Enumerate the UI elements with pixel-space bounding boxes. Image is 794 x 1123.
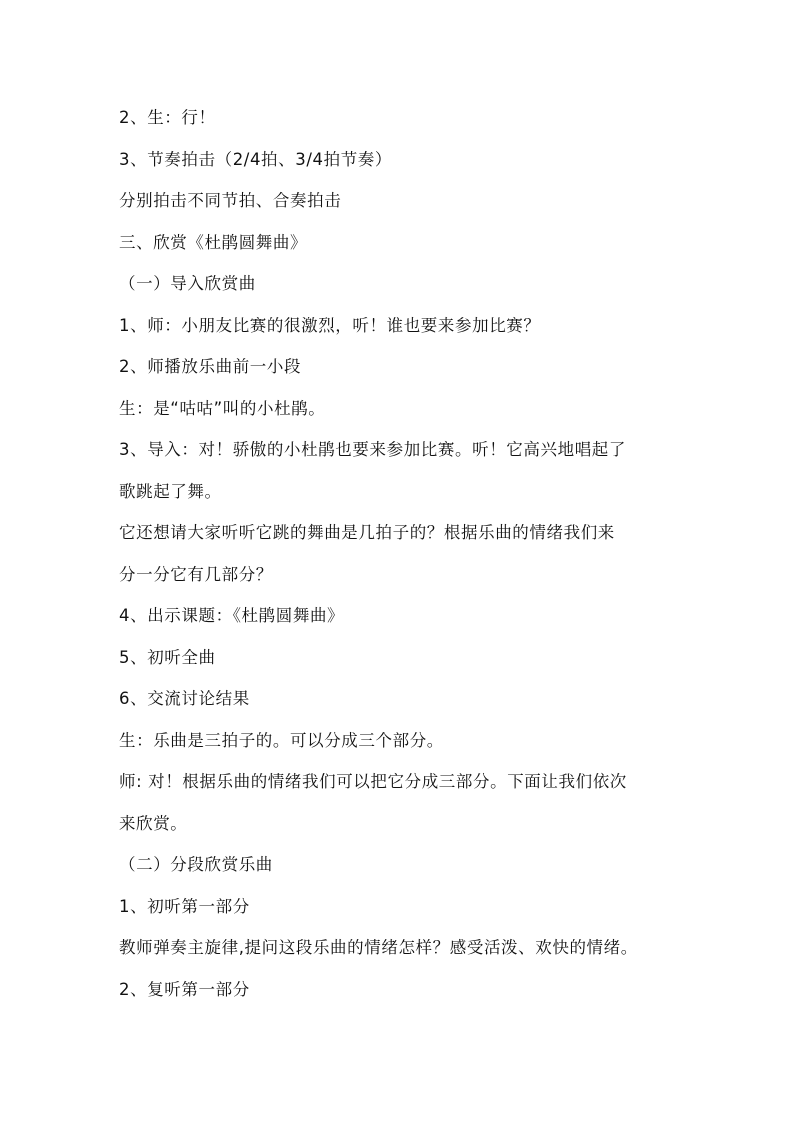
text-line: 2、生：行！ bbox=[119, 108, 216, 127]
text-line: 1、师：小朋友比赛的很激烈，听！谁也要来参加比赛？ bbox=[119, 315, 541, 335]
text-line: 2、复听第一部分 bbox=[119, 979, 250, 999]
text-line: 生：是“咕咕”叫的小杜鹃。 bbox=[119, 398, 326, 418]
text-line: 它还想请大家听听它跳的舞曲是几拍子的？根据乐曲的情绪我们来 bbox=[119, 523, 615, 542]
text-line: 3、节奏拍击（2/4拍、3/4拍节奏） bbox=[119, 149, 393, 169]
text-line: 1、初听第一部分 bbox=[119, 896, 250, 916]
document-body bbox=[119, 100, 689, 1013]
subsection-heading: （二）分段欣赏乐曲 bbox=[119, 855, 273, 874]
text-line: 师: 对！根据乐曲的情绪我们可以把它分成三部分。下面让我们依次 bbox=[119, 772, 627, 791]
text-line: 3、导入：对！骄傲的小杜鹃也要来参加比赛。听！它高兴地唱起了 bbox=[119, 440, 626, 459]
section-heading: 三、欣赏《杜鹃圆舞曲》 bbox=[119, 232, 308, 252]
text-line: 5、初听全曲 bbox=[119, 647, 216, 667]
text-line: 4、出示课题：《杜鹃圆舞曲》 bbox=[119, 606, 345, 625]
text-line: 生：乐曲是三拍子的。可以分成三个部分。 bbox=[119, 730, 444, 750]
text-line: 分别拍击不同节拍、合奏拍击 bbox=[119, 191, 342, 210]
text-line: 2、师播放乐曲前一小段 bbox=[119, 357, 302, 376]
text-line: 分一分它有几部分？ bbox=[119, 564, 273, 584]
text-line: 来欣赏。 bbox=[119, 813, 188, 833]
text-line: 6、交流讨论结果 bbox=[119, 689, 250, 708]
text-line: 教师弹奏主旋律,提问这段乐曲的情绪怎样？感受活泼、欢快的情绪。 bbox=[119, 938, 638, 957]
text-line: 歌跳起了舞。 bbox=[119, 481, 222, 501]
subsection-heading: （一）导入欣赏曲 bbox=[119, 274, 256, 293]
